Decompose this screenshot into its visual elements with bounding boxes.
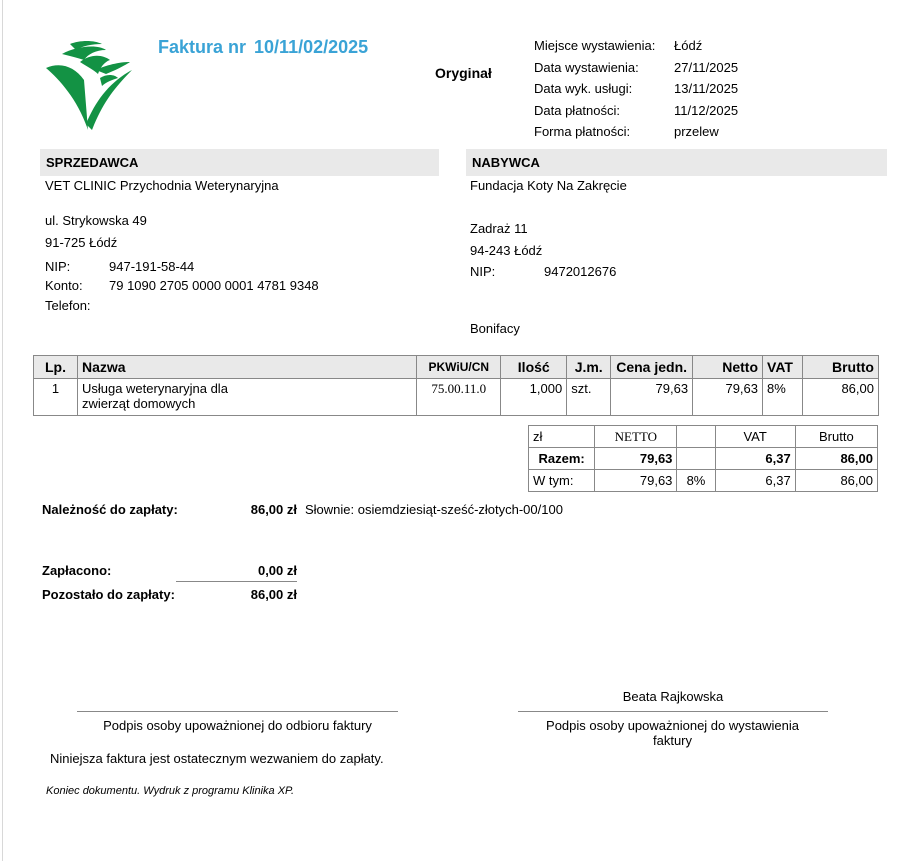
item-unit-price: 79,63 — [611, 379, 693, 416]
buyer-nip-label: NIP: — [470, 264, 496, 279]
item-name — [77, 379, 416, 416]
remaining-row — [42, 587, 297, 602]
col-header: J.m. — [567, 356, 611, 379]
item-gross: 86,00 — [803, 379, 879, 416]
summary-total-vat: 6,37 — [715, 448, 795, 470]
summary-total-label: Razem: — [529, 448, 595, 470]
summary-currency: zł — [529, 426, 595, 448]
invoice-number: 10/11/02/2025 — [254, 37, 369, 57]
seller-nip-value: 947-191-58-44 — [109, 259, 195, 274]
summary-total-row — [529, 448, 878, 470]
meta-label: Data płatności: — [534, 102, 620, 118]
summary-total-rate — [677, 448, 715, 470]
items-table — [33, 355, 879, 416]
table-row — [34, 379, 879, 416]
item-name-line2: zwierząt domowych — [81, 396, 196, 411]
meta-value: 11/12/2025 — [674, 102, 739, 118]
item-net: 79,63 — [693, 379, 763, 416]
meta-row — [534, 78, 738, 100]
summary-header-row — [529, 426, 878, 448]
seller-nip-label: NIP: — [45, 259, 71, 274]
col-header: Netto — [693, 356, 763, 379]
paid-row — [42, 563, 297, 578]
meta-label: Miejsce wystawienia: — [534, 38, 656, 53]
summary-rate-header — [677, 426, 715, 448]
meta-label: Data wyk. usługi: — [534, 81, 633, 96]
summary-breakdown-net: 79,63 — [595, 470, 677, 492]
meta-row — [534, 35, 738, 57]
summary-breakdown-rate: 8% — [677, 470, 715, 492]
seller-street: ul. Strykowska 49 — [45, 213, 147, 228]
col-header: Brutto — [803, 356, 879, 379]
buyer-block — [470, 178, 870, 343]
amount-due-row — [42, 502, 563, 517]
copy-type: Oryginał — [435, 65, 492, 81]
meta-value: przelew — [674, 124, 719, 139]
seller-city: 91-725 Łódź — [45, 235, 118, 250]
meta-label: Data wystawienia: — [534, 59, 639, 75]
amount-due-label: Należność do zapłaty: — [42, 502, 178, 517]
summary-gross-header: Brutto — [795, 426, 877, 448]
item-pkwiu: 75.00.11.0 — [417, 379, 501, 416]
issuer-signature-line — [518, 711, 828, 712]
seller-account-label: Konto: — [45, 278, 83, 293]
item-lp: 1 — [34, 379, 78, 416]
paid-underline — [176, 581, 297, 582]
paid-label: Zapłacono: — [42, 563, 112, 578]
col-header: Ilość — [501, 356, 567, 379]
amount-due-value: 86,00 zł — [250, 502, 297, 517]
summary-breakdown-label: W tym: — [529, 470, 595, 492]
items-header-row — [34, 356, 879, 379]
buyer-city: 94-243 Łódź — [470, 243, 543, 258]
buyer-nip — [470, 264, 616, 279]
summary-total-net: 79,63 — [595, 448, 677, 470]
buyer-person: Bonifacy — [470, 321, 520, 336]
item-qty: 1,000 — [501, 379, 567, 416]
receiver-signature-line — [77, 711, 398, 712]
buyer-nip-value: 9472012676 — [544, 264, 617, 279]
summary-total-gross: 86,00 — [795, 448, 877, 470]
summary-table — [528, 425, 878, 492]
col-header: Lp. — [34, 356, 78, 379]
meta-label: Forma płatności: — [534, 124, 631, 139]
meta-row — [534, 121, 738, 143]
invoice-title — [158, 37, 368, 58]
meta-value: 13/11/2025 — [674, 81, 739, 96]
remaining-value: 86,00 zł — [250, 587, 297, 602]
paid-value: 0,00 zł — [257, 563, 297, 578]
seller-phone-label: Telefon: — [45, 298, 91, 313]
final-notice: Niniejsza faktura jest ostatecznym wezwaniem do zapłaty. — [50, 751, 384, 766]
summary-breakdown-vat: 6,37 — [715, 470, 795, 492]
buyer-street: Zadraż 11 — [470, 221, 528, 236]
seller-nip — [45, 259, 194, 274]
receiver-signature-caption: Podpis osoby upoważnionej do odbioru faktury — [103, 718, 372, 733]
meta-row — [534, 100, 738, 122]
col-header: Cena jedn. — [611, 356, 693, 379]
seller-heading: SPRZEDAWCA — [40, 149, 439, 176]
issuer-name: Beata Rajkowska — [622, 689, 724, 704]
meta-row — [534, 57, 738, 79]
col-header: Nazwa — [77, 356, 416, 379]
invoice-title-label: Faktura nr — [158, 37, 247, 57]
amount-in-words: Słownie: osiemdziesiąt-sześć-złotych-00/100 — [305, 502, 563, 517]
meta-value: 27/11/2025 — [674, 59, 739, 75]
item-vat: 8% — [763, 379, 803, 416]
seller-account-value: 79 1090 2705 0000 0001 4781 9348 — [109, 278, 319, 293]
invoice-meta — [534, 35, 738, 143]
seller-block — [45, 178, 435, 318]
summary-breakdown-row — [529, 470, 878, 492]
buyer-name: Fundacja Koty Na Zakręcie — [470, 178, 627, 193]
remaining-label: Pozostało do zapłaty: — [42, 587, 175, 602]
col-header: PKWiU/CN — [417, 356, 501, 379]
col-header: VAT — [763, 356, 803, 379]
item-name-line1: Usługa weterynaryjna dla — [81, 381, 228, 396]
page-left-border — [2, 0, 3, 861]
item-unit: szt. — [567, 379, 611, 416]
summary-breakdown-gross: 86,00 — [795, 470, 877, 492]
summary-vat-header: VAT — [715, 426, 795, 448]
meta-value: Łódź — [674, 38, 703, 53]
seller-name: VET CLINIC Przychodnia Weterynaryjna — [45, 178, 279, 193]
end-note: Koniec dokumentu. Wydruk z programu Klinika XP. — [46, 785, 295, 797]
issuer-signature-caption: Podpis osoby upoważnionej do wystawienia faktury — [546, 718, 799, 748]
summary-net-header: NETTO — [595, 426, 677, 448]
buyer-heading: NABYWCA — [466, 149, 887, 176]
seller-account — [45, 278, 319, 293]
vet-clinic-logo-icon — [40, 40, 140, 132]
